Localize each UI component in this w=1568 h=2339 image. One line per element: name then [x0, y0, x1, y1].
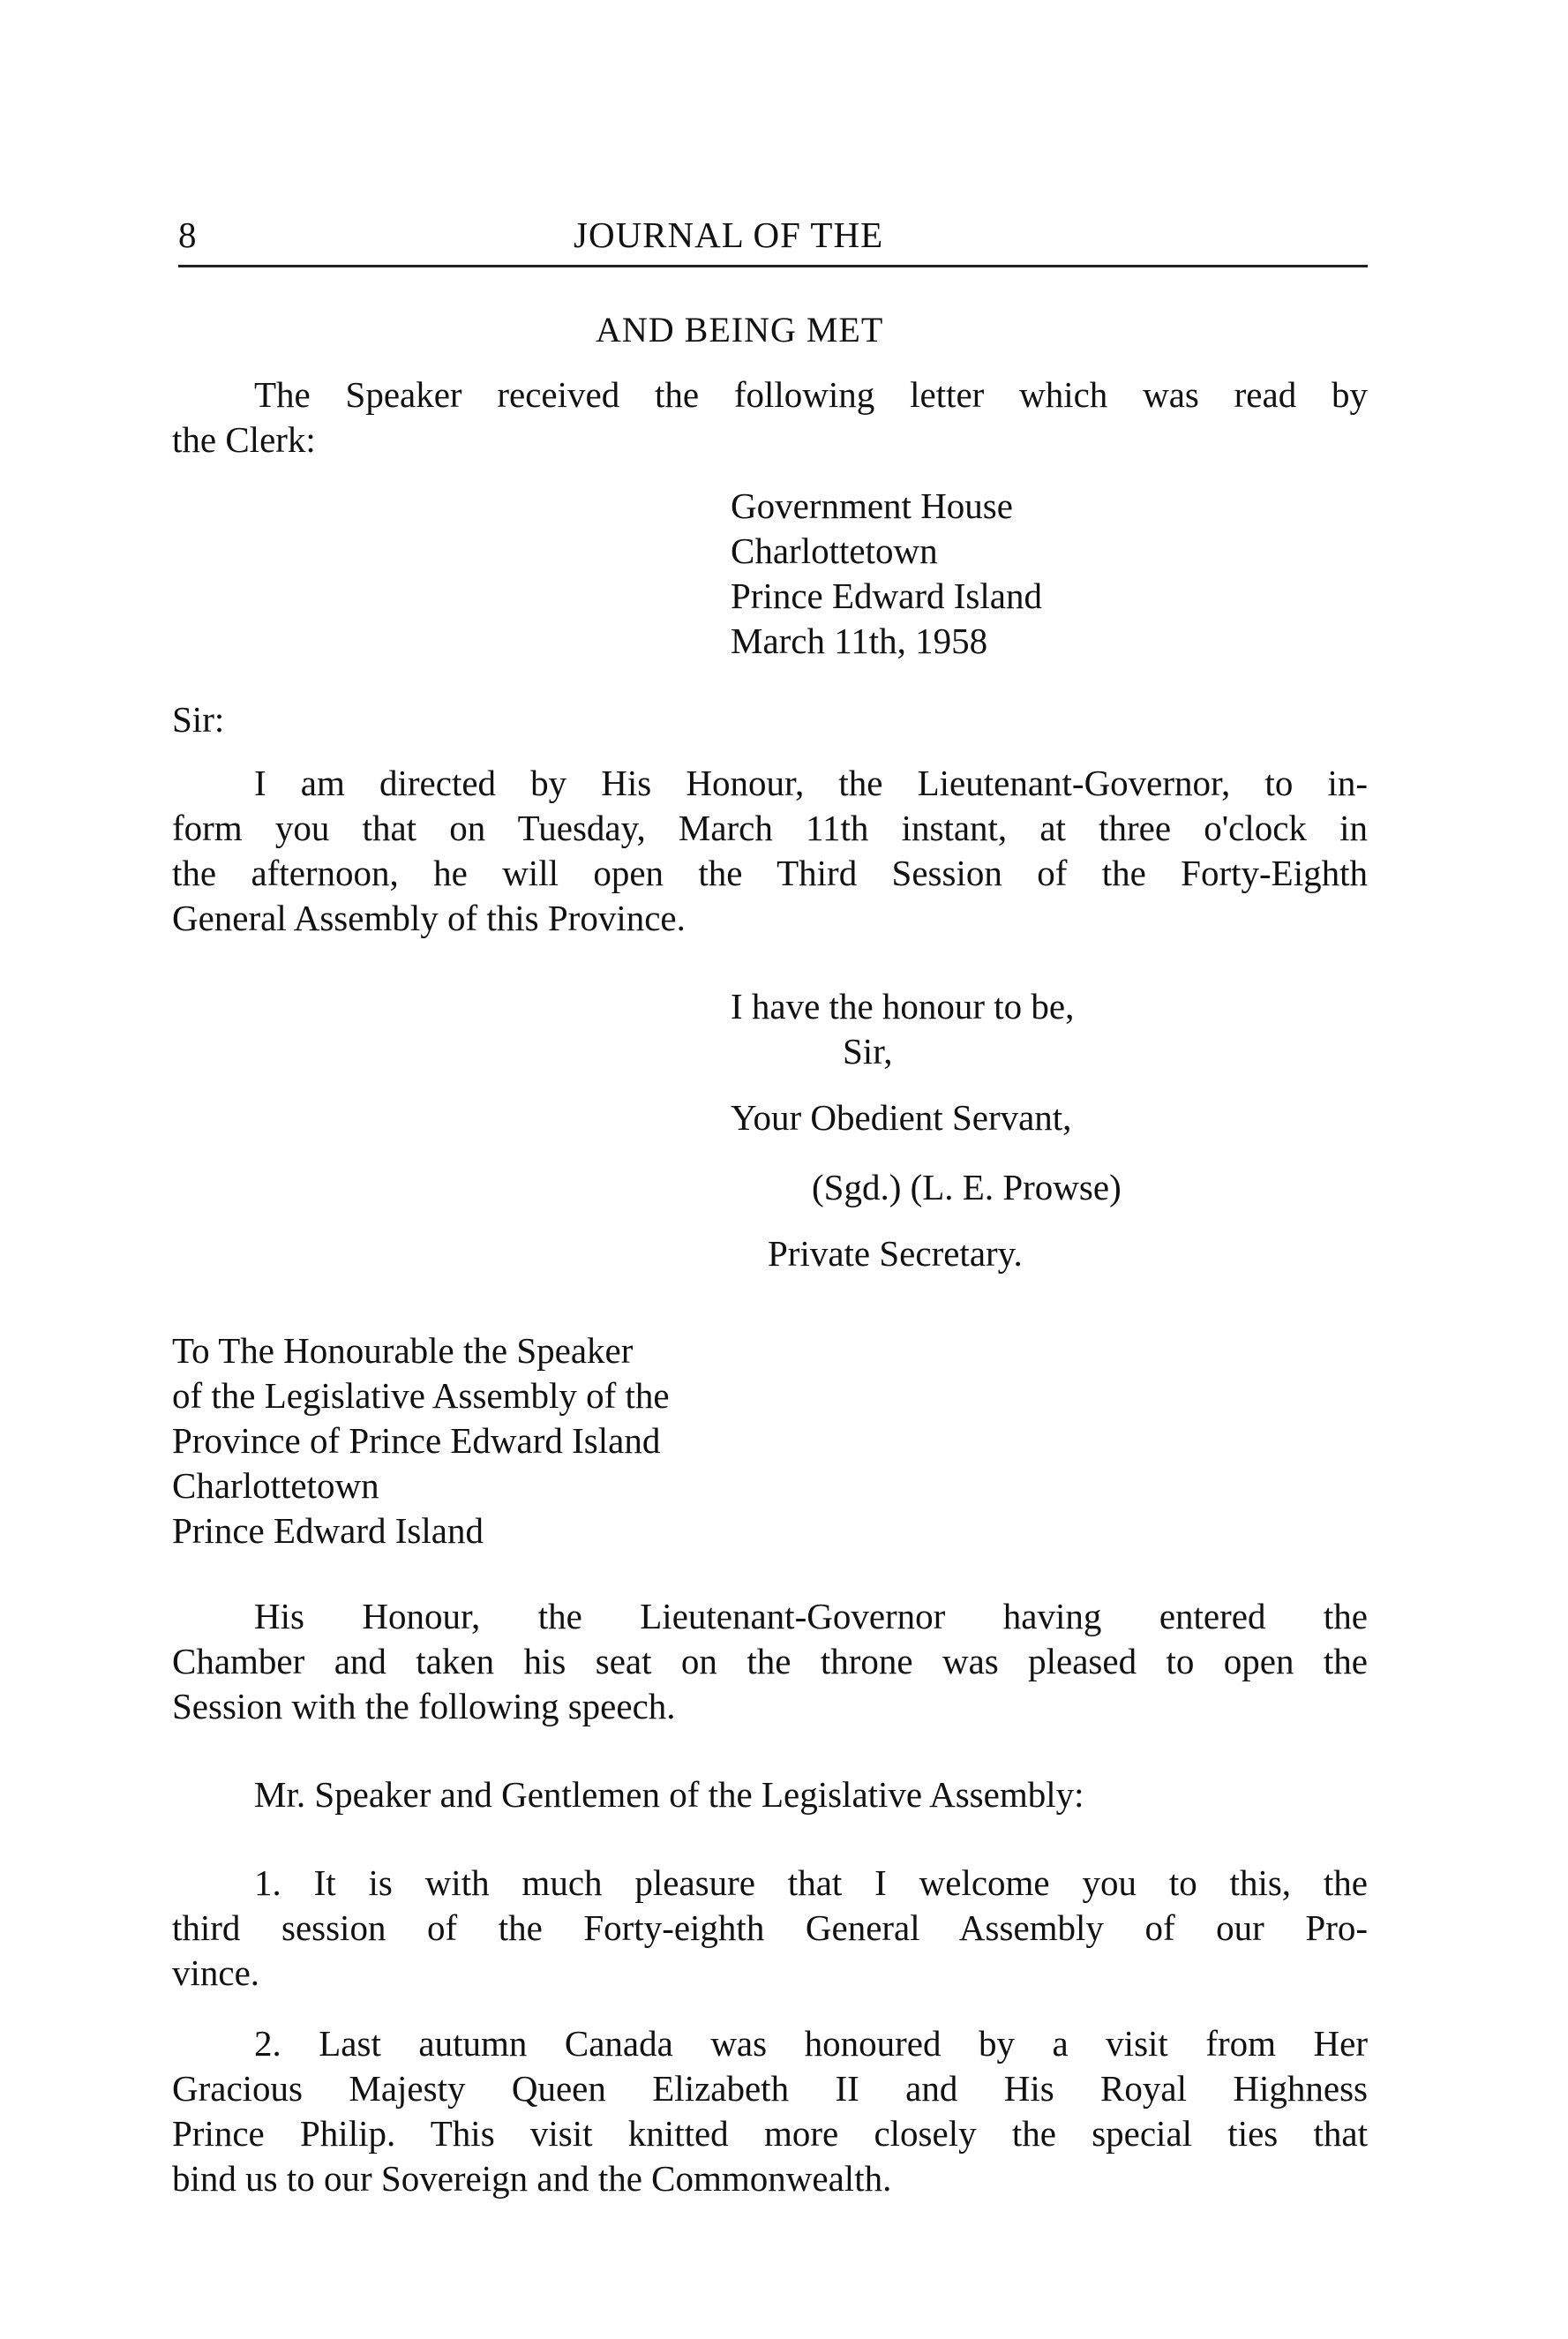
narrative-line-2: Chamber and taken his seat on the throne was pleased to open the	[172, 1641, 1368, 1681]
recipient-line-1: To The Honourable the Speaker	[172, 1330, 634, 1371]
letter-address-line-3: Prince Edward Island	[731, 575, 1042, 616]
letter-signatory-title: Private Secretary.	[768, 1233, 1023, 1274]
letter-signature: (Sgd.) (L. E. Prowse)	[812, 1167, 1122, 1207]
letter-body-line-2: form you that on Tuesday, March 11th instant, at three o'clock in	[172, 808, 1368, 848]
recipient-line-3: Province of Prince Edward Island	[172, 1420, 661, 1461]
speech-address: Mr. Speaker and Gentlemen of the Legislative Assembly:	[254, 1774, 1084, 1815]
letter-address-line-2: Charlottetown	[731, 530, 938, 571]
narrative-line-3: Session with the following speech.	[172, 1686, 676, 1726]
header-rule	[178, 265, 1368, 267]
speech-paragraph-2-line-2: Gracious Majesty Queen Elizabeth II and His Royal Highness	[172, 2068, 1368, 2109]
intro-line-2: the Clerk:	[172, 419, 316, 460]
speech-paragraph-1-line-1: 1. It is with much pleasure that I welcome you to this, the	[254, 1862, 1368, 1903]
page-number: 8	[178, 214, 197, 255]
running-title: JOURNAL OF THE	[574, 214, 884, 255]
letter-closing-line-1: I have the honour to be,	[731, 986, 1075, 1027]
recipient-line-5: Prince Edward Island	[172, 1510, 484, 1551]
recipient-line-2: of the Legislative Assembly of the	[172, 1375, 670, 1416]
narrative-line-1: His Honour, the Lieutenant-Governor having entered the	[254, 1596, 1368, 1636]
letter-address-line-1: Government House	[731, 485, 1013, 526]
speech-paragraph-2-line-1: 2. Last autumn Canada was honoured by a visit from Her	[254, 2023, 1368, 2064]
speech-paragraph-1-line-2: third session of the Forty-eighth General Assembly of our Pro-	[172, 1907, 1368, 1948]
letter-closing-line-3: Your Obedient Servant,	[731, 1097, 1072, 1138]
section-heading: AND BEING MET	[596, 310, 884, 350]
letter-body-line-4: General Assembly of this Province.	[172, 898, 686, 938]
letter-body-line-3: the afternoon, he will open the Third Session of the Forty-Eighth	[172, 853, 1368, 893]
letter-body-line-1: I am directed by His Honour, the Lieutenant-Governor, to in-	[254, 763, 1368, 803]
recipient-line-4: Charlottetown	[172, 1465, 379, 1506]
letter-closing-line-2: Sir,	[843, 1031, 893, 1072]
letter-date: March 11th, 1958	[731, 620, 988, 661]
speech-paragraph-2-line-3: Prince Philip. This visit knitted more closely the special ties that	[172, 2113, 1368, 2154]
letter-salutation: Sir:	[172, 699, 225, 740]
intro-line-1: The Speaker received the following letter which was read by	[254, 374, 1368, 415]
speech-paragraph-2-line-4: bind us to our Sovereign and the Commonwealth.	[172, 2158, 892, 2199]
speech-paragraph-1-line-3: vince.	[172, 1952, 260, 1993]
